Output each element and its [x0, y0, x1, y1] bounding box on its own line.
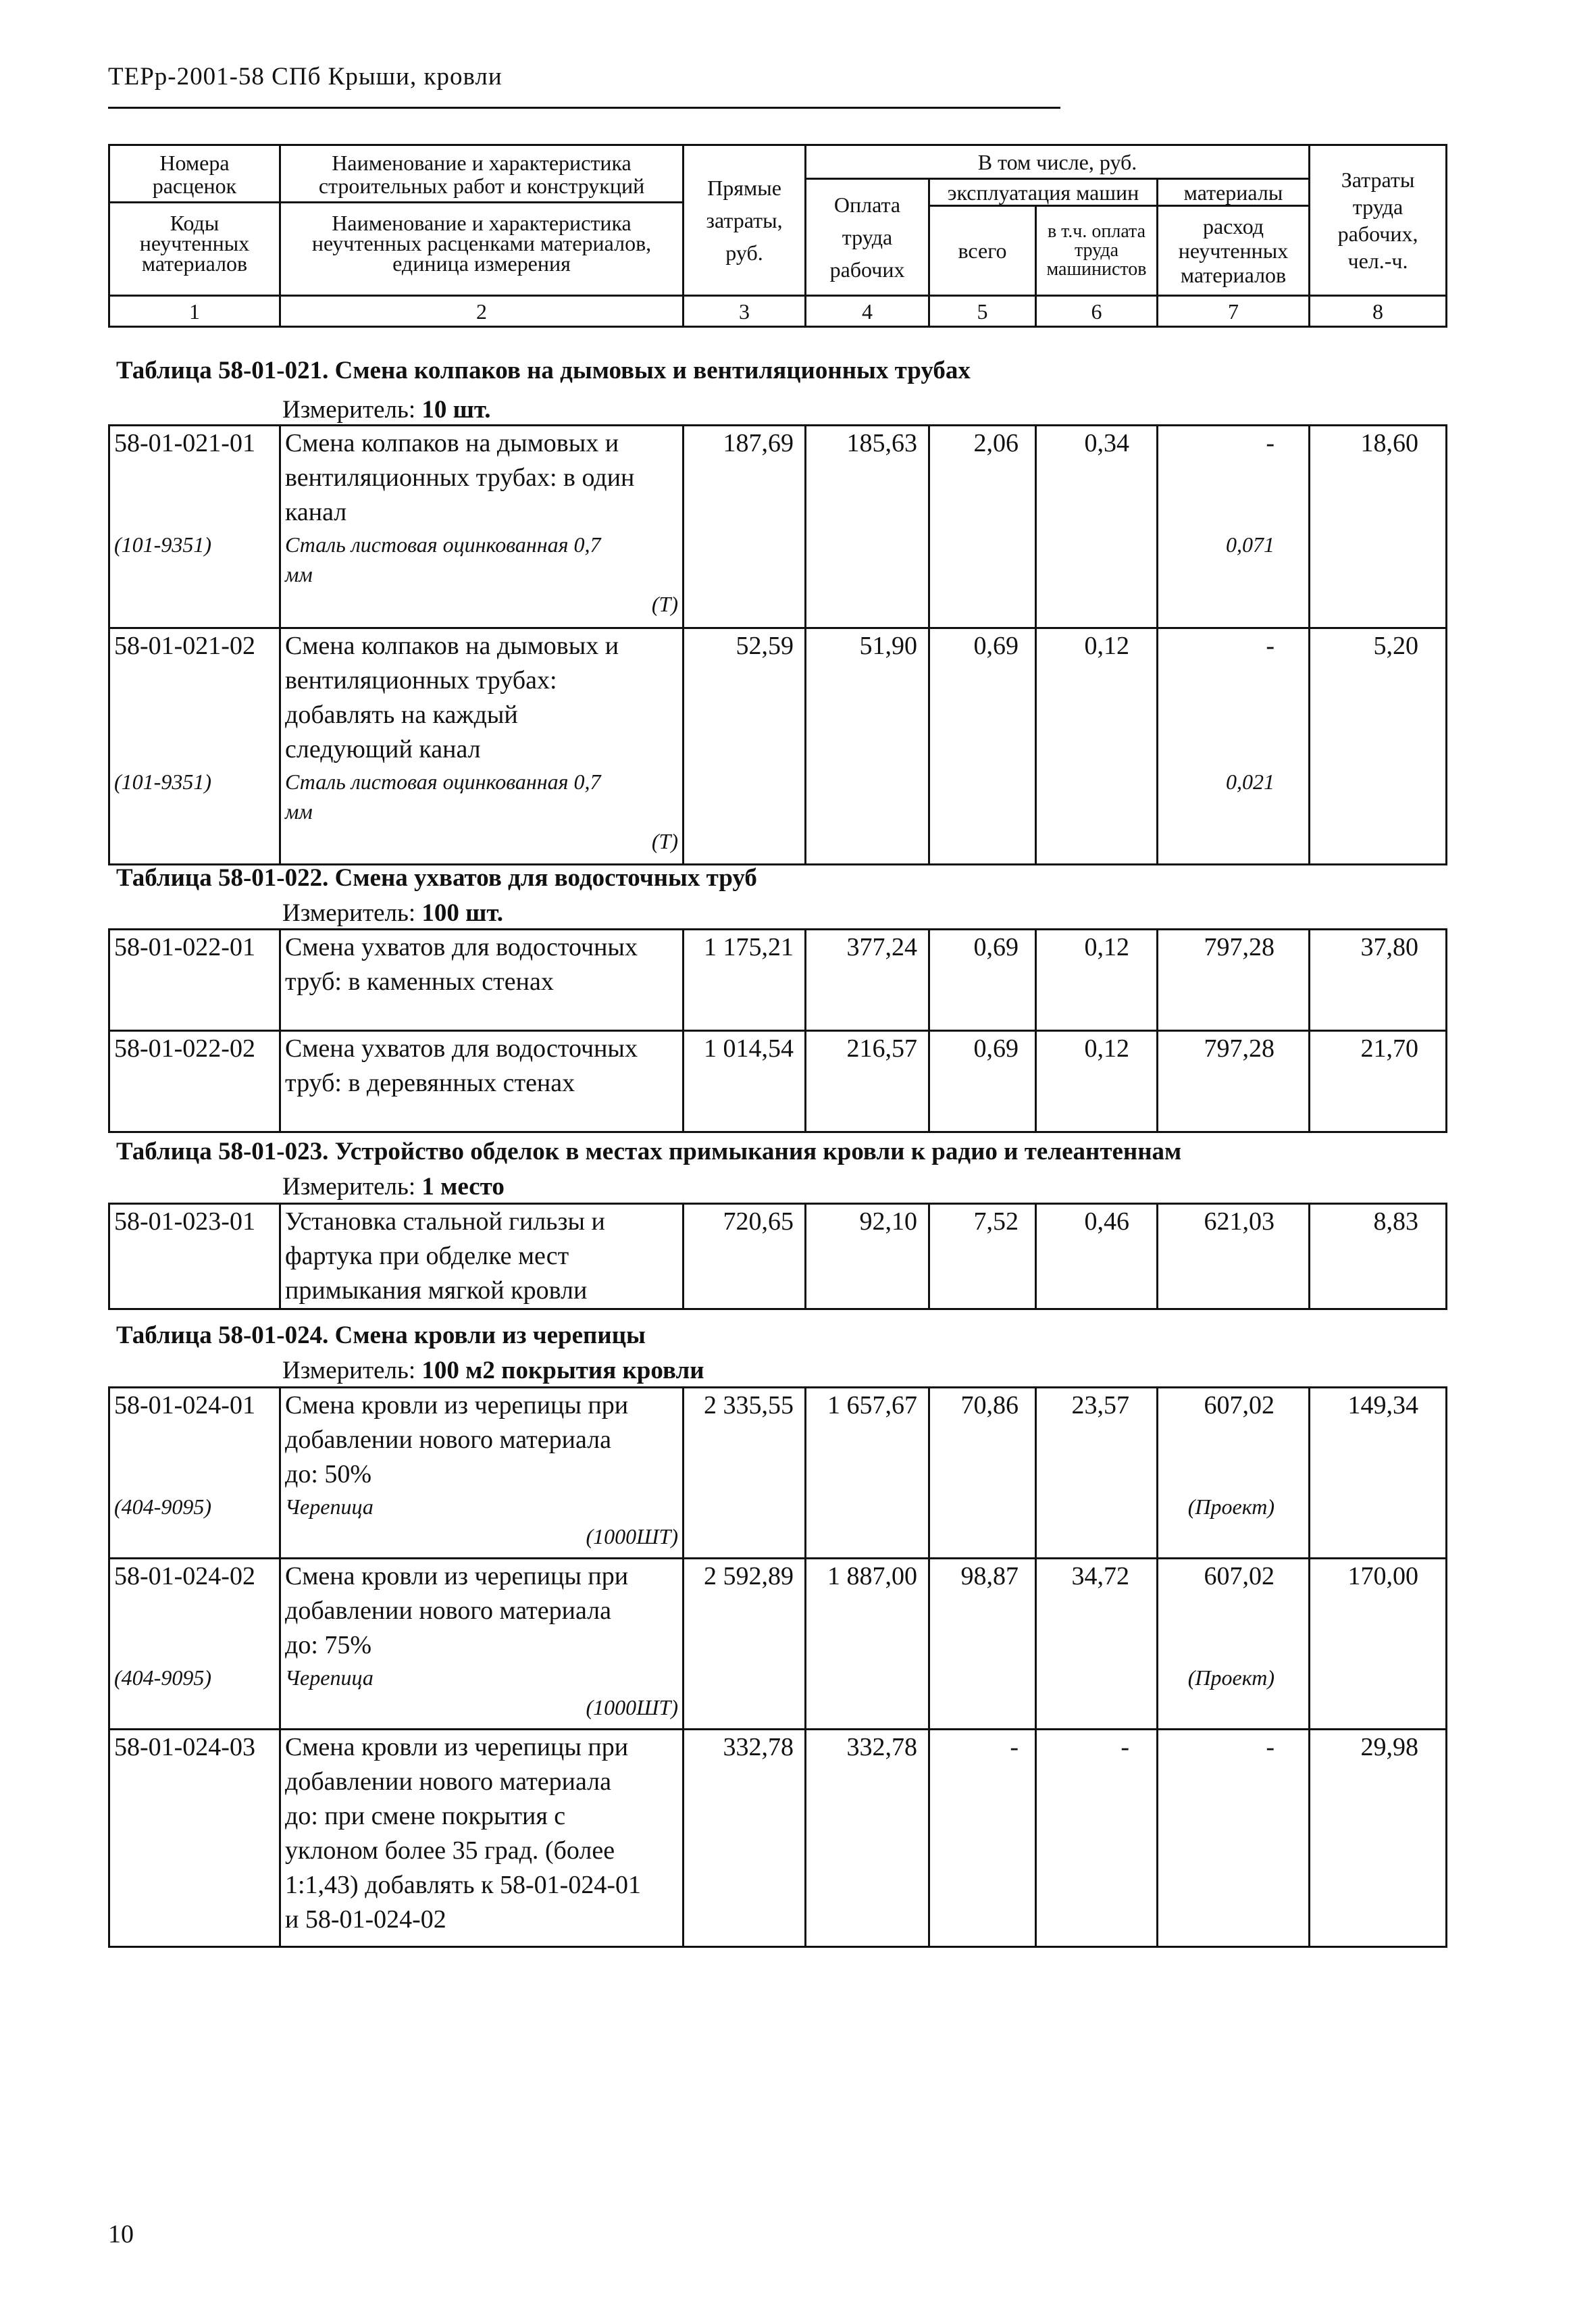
rate-name-cell	[280, 1559, 684, 1730]
material-code: (404-9095)	[114, 1494, 211, 1519]
labor-hours: 5,20	[1310, 628, 1447, 865]
rate-name-cell	[280, 628, 684, 865]
material-quantity: 0,071	[1226, 532, 1275, 557]
rate-name-line: труб: в деревянных стенах	[285, 1069, 575, 1097]
materials-cost: -	[1266, 429, 1275, 457]
rate-name-line: 1:1,43) добавлять к 58-01-024-01	[285, 1871, 641, 1899]
rate-name-cell	[280, 930, 684, 1031]
rate-name-line: Смена кровли из черепицы при	[285, 1733, 629, 1761]
materials-cost: 607,02	[1204, 1391, 1275, 1419]
labor-hours: 37,80	[1310, 930, 1447, 1031]
unit-value: 100 шт.	[421, 899, 504, 927]
material-unit: (Т)	[651, 829, 678, 853]
operators-pay: 0,12	[1036, 1031, 1158, 1132]
col-work-name-label: Наименование и характеристика строительных работ и конструкций	[281, 151, 682, 203]
rate-name-line: вентиляционных трубах:	[285, 666, 557, 695]
rate-name-line: фартука при обделке мест	[285, 1242, 569, 1270]
direct-cost: 52,59	[684, 628, 806, 865]
materials-cost-cell	[1158, 1388, 1310, 1559]
table-row	[109, 1204, 1447, 1309]
materials-cost: 797,28	[1158, 1031, 1310, 1132]
col-name-header	[280, 145, 684, 296]
rate-name-line: Смена колпаков на дымовых и	[285, 429, 619, 457]
material-quantity: (Проект)	[1187, 1494, 1275, 1519]
unit-label: Измеритель:	[282, 899, 416, 927]
material-name-line: мм	[285, 799, 313, 824]
rate-name-line: добавлении нового материала	[285, 1596, 611, 1625]
table-row	[109, 1730, 1447, 1947]
labor-hours: 170,00	[1310, 1559, 1447, 1730]
col-number: 2	[280, 296, 684, 327]
material-unit: (1000ШТ)	[586, 1695, 678, 1719]
operators-pay: 0,12	[1036, 930, 1158, 1031]
rate-name-line: вентиляционных трубах: в один	[285, 463, 635, 492]
rate-name-line: добавлять на каждый	[285, 701, 518, 729]
material-unit: (1000ШТ)	[586, 1524, 678, 1549]
col-machines-total-header: всего	[929, 206, 1036, 296]
rates-table	[108, 424, 1447, 865]
unit-label: Измеритель:	[282, 1173, 416, 1201]
rate-name-line: до: при смене покрытия с	[285, 1802, 566, 1830]
labor-pay: 92,10	[806, 1204, 929, 1309]
col-number: 7	[1158, 296, 1310, 327]
column-header-table	[108, 144, 1447, 328]
operators-pay: 0,46	[1036, 1204, 1158, 1309]
table-row	[109, 1559, 1447, 1730]
rate-name-cell	[280, 426, 684, 628]
rate-code-cell	[109, 1388, 280, 1559]
table-row	[109, 1031, 1447, 1132]
machines-total: 70,86	[929, 1388, 1036, 1559]
material-code: (404-9095)	[114, 1665, 211, 1690]
rates-table	[108, 1203, 1447, 1310]
table-title: Таблица 58-01-024. Смена кровли из черепицы	[116, 1322, 646, 1349]
direct-cost: 1 175,21	[684, 930, 806, 1031]
rate-code: 58-01-022-01	[109, 930, 280, 1031]
col-machines-group-header: эксплуатация машин	[929, 179, 1158, 206]
labor-pay: 332,78	[806, 1730, 929, 1947]
material-code: (101-9351)	[114, 770, 211, 794]
rate-name-line: Смена ухватов для водосточных	[285, 933, 638, 961]
operators-pay: 0,12	[1036, 628, 1158, 865]
rate-code: 58-01-024-03	[109, 1730, 280, 1947]
col-materials-header: расход неучтенных материалов	[1158, 206, 1310, 296]
col-number: 6	[1036, 296, 1158, 327]
page-header: ТЕРр-2001-58 СПб Крыши, кровли	[108, 63, 503, 91]
rates-table	[108, 1386, 1447, 1948]
rate-name-line: до: 50%	[285, 1460, 372, 1488]
rate-name-cell	[280, 1388, 684, 1559]
rate-name-cell	[280, 1204, 684, 1309]
rate-name-cell	[280, 1730, 684, 1947]
page-number: 10	[108, 2220, 134, 2248]
table-row	[109, 628, 1447, 865]
rate-name-line: Смена кровли из черепицы при	[285, 1562, 629, 1590]
unit-label: Измеритель:	[282, 396, 416, 424]
materials-cost: 607,02	[1204, 1562, 1275, 1590]
table-title: Таблица 58-01-021. Смена колпаков на дымовых и вентиляционных трубах	[116, 357, 971, 384]
rate-name-line: до: 75%	[285, 1631, 372, 1659]
machines-total: 0,69	[929, 628, 1036, 865]
col-labor-pay-header: Оплата труда рабочих	[806, 179, 929, 296]
labor-pay: 377,24	[806, 930, 929, 1031]
rate-code: 58-01-024-02	[114, 1562, 255, 1590]
table-unit	[282, 1172, 505, 1201]
rate-code: 58-01-024-01	[114, 1391, 255, 1419]
col-codes-header	[109, 145, 280, 296]
direct-cost: 2 592,89	[684, 1559, 806, 1730]
materials-cost-cell	[1158, 426, 1310, 628]
col-number: 5	[929, 296, 1036, 327]
materials-cost: 797,28	[1158, 930, 1310, 1031]
col-materials-group-header: материалы	[1158, 179, 1310, 206]
material-name-line: мм	[285, 562, 313, 586]
rate-code-cell	[109, 426, 280, 628]
unit-label: Измеритель:	[282, 1357, 416, 1384]
rate-code-cell	[109, 1559, 280, 1730]
header-rule	[108, 107, 1060, 109]
machines-total: 0,69	[929, 1031, 1036, 1132]
rate-code: 58-01-021-01	[114, 429, 255, 457]
col-operators-header: в т.ч. оплата труда машинистов	[1036, 206, 1158, 296]
table-unit	[282, 899, 503, 928]
material-name-line: Черепица	[285, 1665, 374, 1690]
rate-code-cell	[109, 628, 280, 865]
direct-cost: 187,69	[684, 426, 806, 628]
col-number: 8	[1310, 296, 1447, 327]
material-quantity: (Проект)	[1187, 1665, 1275, 1690]
material-name-line: Сталь листовая оцинкованная 0,7	[285, 532, 601, 557]
operators-pay: -	[1036, 1730, 1158, 1947]
direct-cost: 2 335,55	[684, 1388, 806, 1559]
rate-code: 58-01-023-01	[109, 1204, 280, 1309]
table-title: Таблица 58-01-023. Устройство обделок в местах примыкания кровли к радио и телеантеннам	[116, 1138, 1182, 1165]
machines-total: -	[929, 1730, 1036, 1947]
labor-hours: 18,60	[1310, 426, 1447, 628]
machines-total: 0,69	[929, 930, 1036, 1031]
machines-total: 2,06	[929, 426, 1036, 628]
rate-name-line: следующий канал	[285, 735, 481, 763]
labor-hours: 29,98	[1310, 1730, 1447, 1947]
col-number: 4	[806, 296, 929, 327]
table-title: Таблица 58-01-022. Смена ухватов для водосточных труб	[116, 864, 757, 892]
operators-pay: 0,34	[1036, 426, 1158, 628]
material-name-line: Черепица	[285, 1494, 374, 1519]
material-quantity: 0,021	[1226, 770, 1275, 794]
labor-hours: 8,83	[1310, 1204, 1447, 1309]
material-name-line: Сталь листовая оцинкованная 0,7	[285, 770, 601, 794]
labor-pay: 1 657,67	[806, 1388, 929, 1559]
col-rate-numbers-label: Номера расценок	[110, 151, 279, 203]
machines-total: 7,52	[929, 1204, 1036, 1309]
labor-pay: 216,57	[806, 1031, 929, 1132]
col-material-codes-label: Коды неучтенных материалов	[139, 211, 250, 276]
labor-pay: 51,90	[806, 628, 929, 865]
direct-cost: 720,65	[684, 1204, 806, 1309]
rate-name-cell	[280, 1031, 684, 1132]
unit-value: 10 шт.	[421, 396, 491, 424]
materials-cost-cell	[1158, 628, 1310, 865]
rate-name-line: канал	[285, 498, 347, 526]
col-direct-cost-header: Прямые затраты, руб.	[684, 145, 806, 296]
rate-code: 58-01-021-02	[114, 632, 255, 660]
rate-name-line: и 58-01-024-02	[285, 1905, 446, 1934]
col-labor-hours-header: Затраты труда рабочих, чел.-ч.	[1310, 145, 1447, 296]
materials-cost: -	[1158, 1730, 1310, 1947]
direct-cost: 1 014,54	[684, 1031, 806, 1132]
col-number: 1	[109, 296, 280, 327]
unit-value: 1 место	[421, 1173, 505, 1201]
table-row	[109, 426, 1447, 628]
operators-pay: 34,72	[1036, 1559, 1158, 1730]
operators-pay: 23,57	[1036, 1388, 1158, 1559]
table-unit	[282, 395, 491, 424]
machines-total: 98,87	[929, 1559, 1036, 1730]
materials-cost: -	[1266, 632, 1275, 660]
direct-cost: 332,78	[684, 1730, 806, 1947]
rate-name-line: труб: в каменных стенах	[285, 967, 554, 996]
rate-name-line: добавлении нового материала	[285, 1426, 611, 1454]
rate-name-line: уклоном более 35 град. (более	[285, 1836, 615, 1865]
table-row	[109, 1388, 1447, 1559]
col-material-name-label: Наименование и характеристика неучтенных расценками материалов, единица измерения	[311, 211, 652, 276]
rate-name-line: Смена ухватов для водосточных	[285, 1034, 638, 1063]
rate-name-line: Смена колпаков на дымовых и	[285, 632, 619, 660]
col-number: 3	[684, 296, 806, 327]
unit-value: 100 м2 покрытия кровли	[421, 1357, 704, 1384]
rate-name-line: добавлении нового материала	[285, 1767, 611, 1796]
materials-cost-cell	[1158, 1559, 1310, 1730]
labor-pay: 1 887,00	[806, 1559, 929, 1730]
table-row	[109, 930, 1447, 1031]
labor-hours: 149,34	[1310, 1388, 1447, 1559]
col-group-header: В том числе, руб.	[806, 145, 1310, 179]
materials-cost: 621,03	[1158, 1204, 1310, 1309]
material-code: (101-9351)	[114, 532, 211, 557]
rate-name-line: Смена кровли из черепицы при	[285, 1391, 629, 1419]
labor-pay: 185,63	[806, 426, 929, 628]
rate-name-line: примыкания мягкой кровли	[285, 1276, 588, 1305]
table-unit	[282, 1356, 704, 1385]
rates-table	[108, 928, 1447, 1133]
rate-name-line: Установка стальной гильзы и	[285, 1207, 605, 1236]
rate-code: 58-01-022-02	[109, 1031, 280, 1132]
material-unit: (Т)	[651, 592, 678, 616]
labor-hours: 21,70	[1310, 1031, 1447, 1132]
